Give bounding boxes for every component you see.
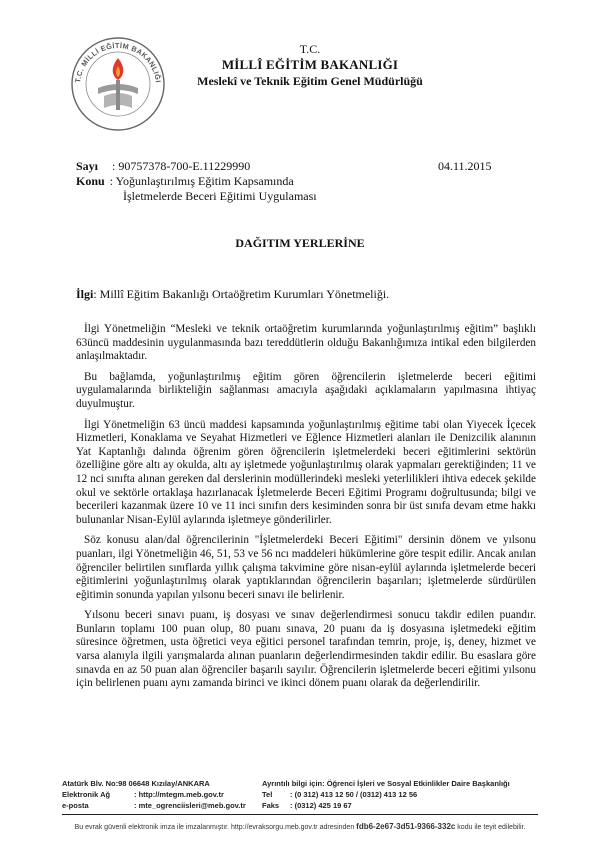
footer-right	[262, 778, 542, 811]
document-date: 04.11.2015	[438, 159, 492, 173]
footer-fax-label: Faks	[262, 801, 280, 810]
logo-arc-text: T.C. MİLLİ EĞİTİM BAKANLIĞI	[73, 40, 163, 84]
footer-web-value[interactable]: : http://mtegm.meb.gov.tr	[134, 790, 224, 799]
distribution-title: DAĞITIM YERLERİNE	[235, 236, 365, 250]
sayi-label: Sayı	[76, 159, 99, 173]
footer-tel-label: Tel	[262, 790, 273, 799]
ministry-logo	[66, 28, 170, 132]
footer-email-value[interactable]: : mte_ogrenciisleri@meb.gov.tr	[134, 801, 246, 810]
footer-fax-line	[262, 800, 542, 811]
footer-web-label: Elektronik Ağ	[62, 790, 111, 799]
footer-fax-value: : (0312) 425 19 67	[290, 801, 352, 810]
header-tc: T.C.	[299, 42, 321, 56]
paragraph-2: Bu bağlamda, yoğunlaştırılmış eğitim gören öğrencilerin işletmelerde beceri eğitimi uygulamalarında birlikteliğin sağlanması amacıyla aşağıdaki açıklamaların yapılmasına ihtiyaç duyulmuştur.	[76, 370, 536, 410]
ilgi-text: : Millî Eğitim Bakanlığı Ortaöğretim Kurumları Yönetmeliği.	[93, 287, 390, 301]
konu-label: Konu	[76, 174, 105, 188]
ilgi-line	[76, 287, 389, 302]
footer-tel-line	[262, 789, 542, 800]
ilgi-label: İlgi	[76, 287, 94, 301]
footer-tel-value: : (0 312) 413 12 50 / (0312) 413 12 56	[290, 790, 418, 799]
footer-info: Ayrıntılı bilgi için: Öğrenci İşleri ve Sosyal Etkinlikler Daire Başkanlığı	[262, 779, 510, 788]
paragraph-4: Söz konusu alan/dal öğrencilerinin "İşletmelerdeki Beceri Eğitimi" dersinin dönem ve yılsonu puanları, ilgi Yönetmeliğin 46, 51, 53 ve 56 ncı maddeleri hükümlerine göre tespit edilir. Ancak anılan öğrenciler belirtilen sınıflarda yıllık çalışma takvimine göre nisan-eylül aylarında işletmelerde beceri eğitimlerini yoğunlaştırılmış olarak yaptıklarından öğrencilerin başarıları; işletmelerde sürdürülen eğitimin sonunda yapılan yılsonu beceri sınavı ile belirlenir.	[76, 534, 536, 601]
footer-email-line	[62, 800, 282, 811]
sayi-value: : 90757378-700-E.11229990	[112, 159, 251, 173]
paragraph-3: İlgi Yönetmeliğin 63 üncü maddesi kapsamında yoğunlaştırılmış eğitime tabi olan Yiyecek İçecek Hizmetleri, Konaklama ve Seyahat Hizmetleri ve Eğlence Hizmetleri alanları ile Denizcilik alanının Yat Kaptanlığı dalında öğrenim gören öğrencilerin işletmelerdeki beceri eğitimlerini sektörün özelliğine göre altı ay okulda, altı ay işletmede yoğunlaştırılmış olarak yapmaları gerektiğinden; 11 ve 12 nci sınıfta alınan gereken dal derslerinin modüllerindeki mesleki yeterlilikleri ihtiva edecek şekilde okul ve sektörle ortaklaşa hazırlanacak İşletmelerde Beceri Eğitimi Programı doğrultusunda; bilgi ve becerileri kazanmak üzere 10 ve 11 inci sınıfın ders kesiminden sonra bir üst sınıfa devam etme hakkı bulunanlar Nisan-Eylül aylarında işletmeye gönderilirler.	[76, 418, 536, 526]
header-ministry: MİLLÎ EĞİTİM BAKANLIĞI	[221, 57, 399, 72]
footer-web-line	[62, 789, 282, 800]
footer-divider	[62, 814, 538, 815]
header-department: Meslekî ve Teknik Eğitim Genel Müdürlüğü	[197, 74, 423, 88]
verification-line	[0, 822, 600, 831]
letter-body	[76, 323, 536, 698]
konu-line	[76, 174, 294, 189]
konu-value-line1: : Yoğunlaştırılmış Eğitim Kapsamında	[109, 174, 294, 188]
footer-email-label: e-posta	[62, 801, 89, 810]
footer-left	[62, 778, 282, 811]
verification-suffix: kodu ile teyit edilebilir.	[457, 824, 526, 831]
verification-code: fdb6-2e67-3d51-9366-332c	[356, 822, 456, 831]
paragraph-1: İlgi Yönetmeliğin “Mesleki ve teknik ortaöğretim kurumlarında yoğunlaştırılmış eğitim” başlıklı 63üncü maddesinin uygulanmasında bazı tereddütlerin olduğu Bakanlığımıza intikal eden bilgilerden anlaşılmaktadır.	[76, 323, 536, 363]
paragraph-5: Yılsonu beceri sınavı puanı, iş dosyası ve sınav değerlendirmesi sonucu takdir edilen puandır. Bunların toplamı 100 puan olup, 80 puanı sınava, 20 puanı da iş dosyasına işletmedeki eğitim süresince öğretmen, usta öğretici veya eğitici personel tarafından temrin, proje, iş, deney, hizmet ve varsa alanıyla ilgili yarışmalarda alınan puanların değerlendirmesinden takdir edilir. Bu esaslara göre sınavda en az 50 puan alan öğrenciler başarılı sayılır. Öğrencilerin işletmelerde beceri eğitimi yılsonu için belirlenen puanı aynı zamanda birinci ve ikinci dönem puanı olarak da değerlendirilir.	[76, 609, 536, 690]
verification-prefix: Bu evrak güvenli elektronik imza ile imzalanmıştır. http://evraksorgu.meb.gov.tr adresinden	[74, 824, 355, 831]
sayi-line	[76, 159, 250, 174]
konu-value-line2: İşletmelerde Beceri Eğitimi Uygulaması	[123, 189, 317, 203]
footer-address: Atatürk Blv. No:98 06648 Kızılay/ANKARA	[62, 779, 210, 788]
